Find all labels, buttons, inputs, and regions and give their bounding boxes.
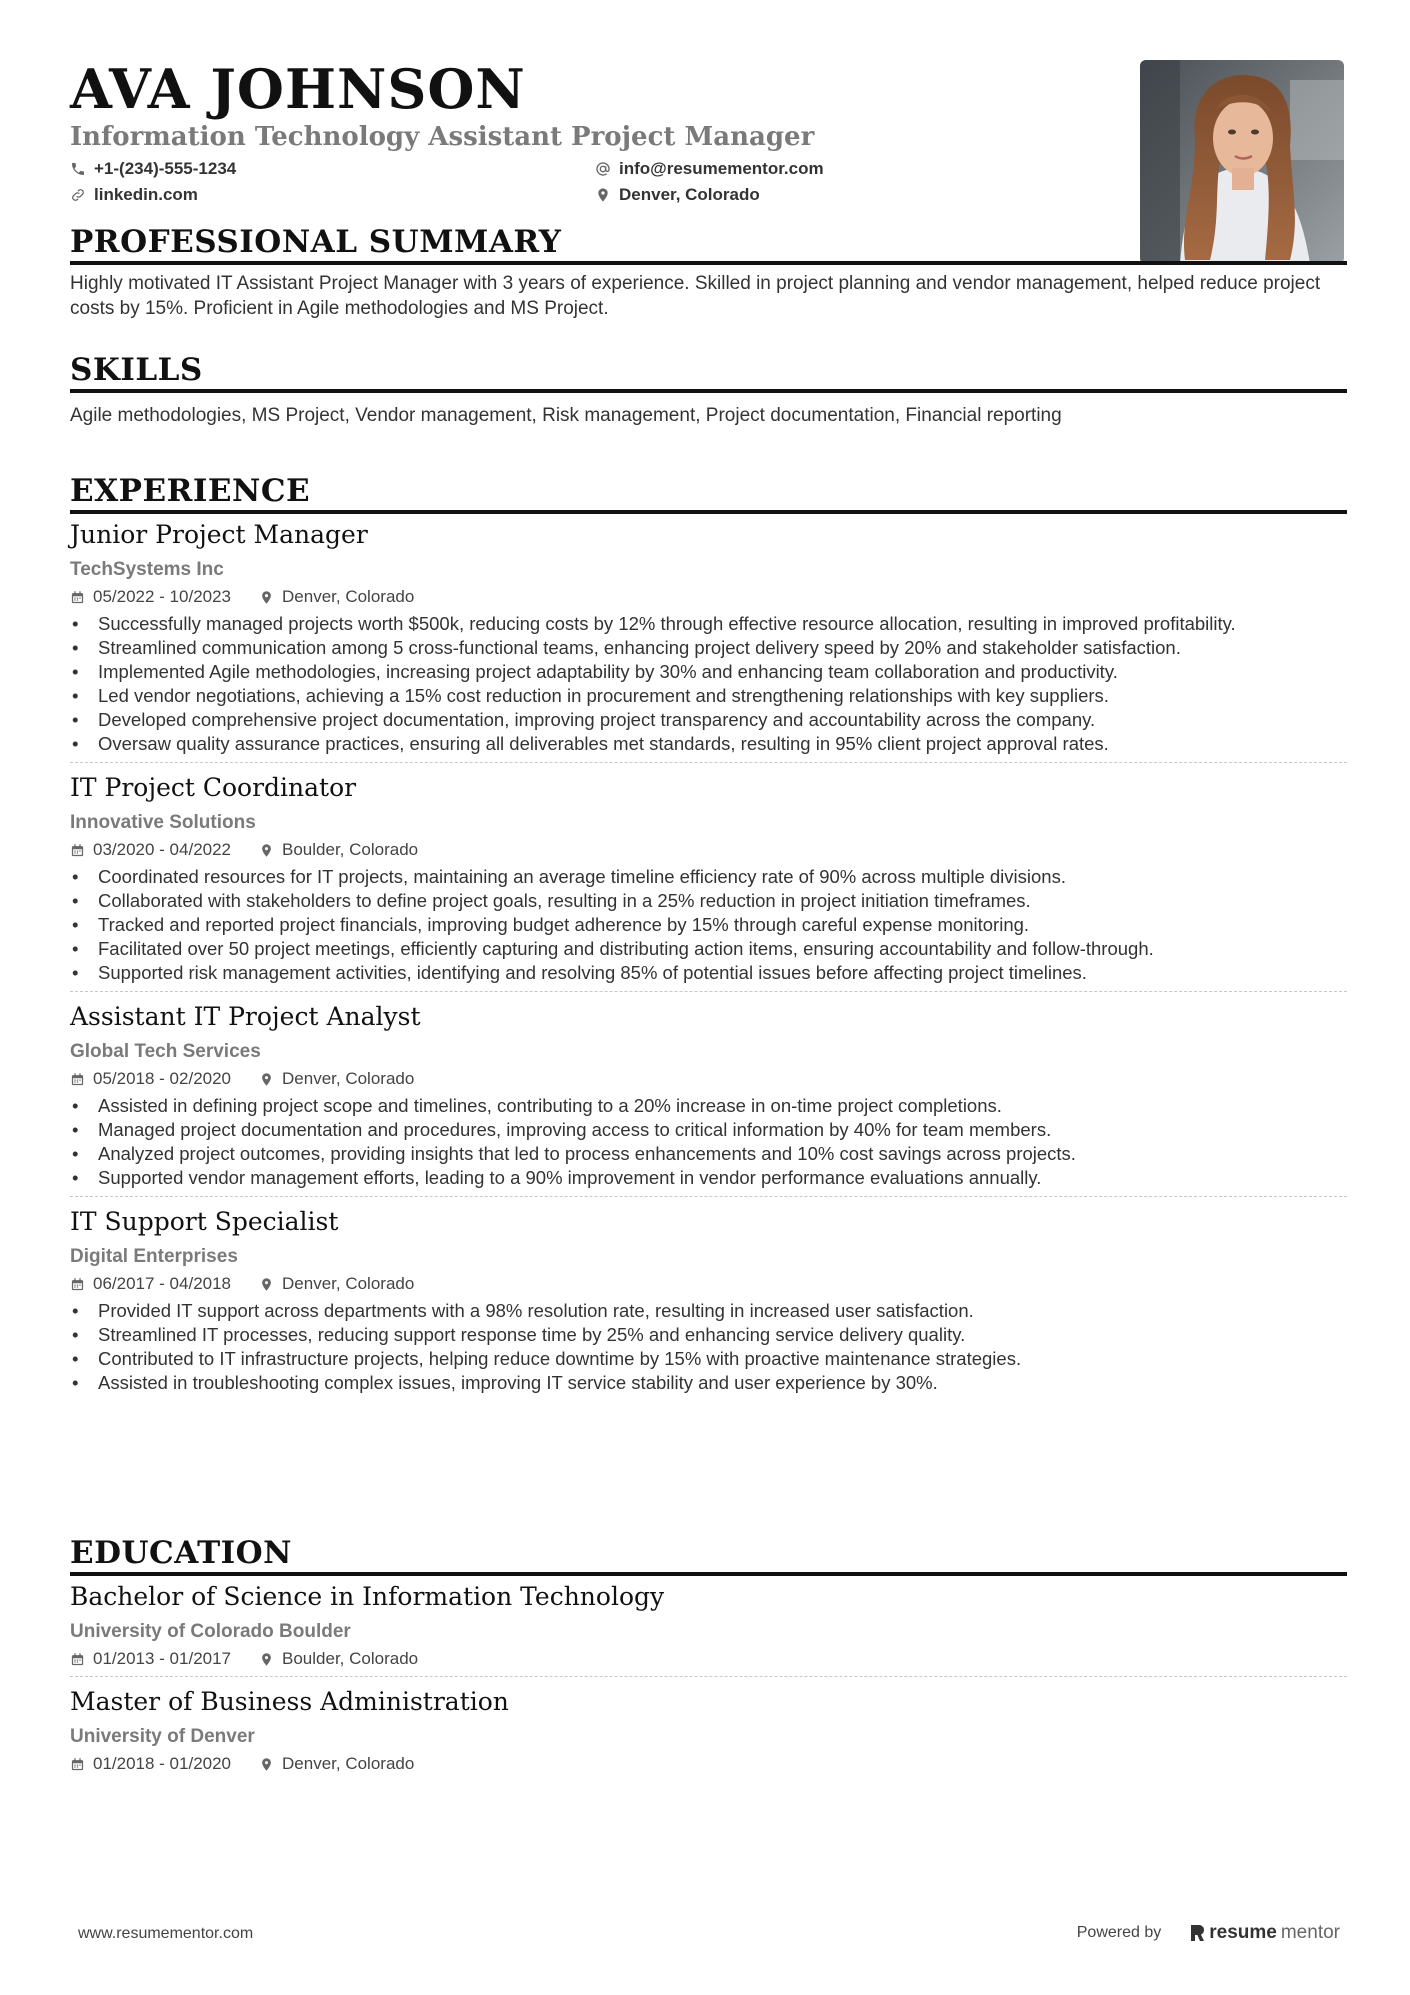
skills-text: Agile methodologies, MS Project, Vendor management, Risk management, Project documentation, Financial reporting: [70, 405, 1062, 426]
job-dates: 03/2020 - 04/2022: [93, 840, 232, 859]
company-name: Global Tech Services: [70, 1041, 261, 1062]
map-pin-icon: [595, 187, 611, 203]
contact-email[interactable]: [595, 158, 995, 180]
job-location: Denver, Colorado: [282, 1069, 415, 1088]
brand-name-light: mentor: [1280, 1922, 1340, 1943]
job-entry: [70, 771, 1347, 992]
job-title: Junior Project Manager: [70, 520, 368, 549]
calendar-icon: [70, 1277, 85, 1292]
powered-by-label: Powered by: [1076, 1924, 1162, 1941]
calendar-icon: [70, 1652, 85, 1667]
bullet-item: • Assisted in defining project scope and timelines, contributing to a 20% increase in on-time project completions.: [70, 1094, 1347, 1118]
footer-website-link[interactable]: www.resumementor.com: [78, 1925, 254, 1942]
bullet-item: • Developed comprehensive project documentation, improving project transparency and accountability across the company.: [70, 708, 1347, 732]
job-dates: 06/2017 - 04/2018: [93, 1274, 232, 1293]
calendar-icon: [70, 1757, 85, 1772]
summary-section: [70, 225, 1347, 321]
education-section: [70, 1536, 1347, 1789]
experience-heading: EXPERIENCE: [70, 474, 1347, 514]
summary-heading: PROFESSIONAL SUMMARY: [70, 225, 1347, 265]
skills-section: [70, 353, 1347, 428]
job-dates: 05/2018 - 02/2020: [93, 1069, 232, 1088]
resumementor-logo[interactable]: [1189, 1922, 1340, 1944]
bullet-item: • Contributed to IT infrastructure projects, helping reduce downtime by 15% with proactive maintenance strategies.: [70, 1347, 1347, 1371]
summary-text: Highly motivated IT Assistant Project Manager with 3 years of experience. Skilled in project planning and vendor management, helped reduce project costs by 15%. Proficient in Agile methodologies and MS Project.: [70, 273, 1321, 319]
phone-icon: [70, 161, 86, 177]
bullet-item: • Supported risk management activities, identifying and resolving 85% of potential issues before affecting project timelines.: [70, 961, 1347, 985]
bullet-item: • Collaborated with stakeholders to define project goals, resulting in a 25% reduction in project initiation timeframes.: [70, 889, 1347, 913]
job-location: Boulder, Colorado: [282, 840, 419, 859]
job-bullets: [70, 865, 1347, 985]
job-meta: [70, 1068, 1347, 1090]
map-pin-icon: [259, 1277, 274, 1292]
school-name: University of Colorado Boulder: [70, 1621, 351, 1642]
footer-branding: [1077, 1922, 1340, 1944]
education-dates: 01/2018 - 01/2020: [93, 1754, 232, 1773]
at-icon: [595, 161, 611, 177]
education-dates: 01/2013 - 01/2017: [93, 1649, 232, 1668]
contact-linkedin[interactable]: [70, 184, 595, 206]
education-heading: EDUCATION: [70, 1536, 1347, 1576]
map-pin-icon: [259, 1072, 274, 1087]
bullet-item: • Supported vendor management efforts, leading to a 90% improvement in vendor performance evaluations annually.: [70, 1166, 1347, 1190]
job-list: [70, 518, 1347, 1401]
bullet-item: • Analyzed project outcomes, providing insights that led to process enhancements and 10% cost savings across projects.: [70, 1142, 1347, 1166]
bullet-item: • Tracked and reported project financials, improving budget adherence by 15% through careful expense monitoring.: [70, 913, 1347, 937]
job-bullets: [70, 612, 1347, 756]
phone-text: +1-(234)-555-1234: [94, 159, 237, 178]
page-footer: [78, 1922, 1340, 1943]
brand-mark-icon: [1189, 1924, 1205, 1942]
degree-title: Bachelor of Science in Information Technology: [70, 1582, 665, 1611]
degree-title: Master of Business Administration: [70, 1687, 509, 1716]
bullet-item: • Implemented Agile methodologies, increasing project adaptability by 30% and enhancing team collaboration and productivity.: [70, 660, 1347, 684]
candidate-name: AVA JOHNSON: [70, 57, 526, 121]
job-meta: [70, 586, 1347, 608]
job-title: Assistant IT Project Analyst: [70, 1002, 421, 1031]
candidate-role: Information Technology Assistant Project Manager: [70, 122, 815, 152]
calendar-icon: [70, 843, 85, 858]
education-location: Denver, Colorado: [282, 1754, 415, 1773]
job-location: Denver, Colorado: [282, 1274, 415, 1293]
map-pin-icon: [259, 1757, 274, 1772]
location-text: Denver, Colorado: [619, 185, 760, 204]
job-title: IT Project Coordinator: [70, 773, 357, 802]
bullet-item: • Streamlined IT processes, reducing support response time by 25% and enhancing service delivery quality.: [70, 1323, 1347, 1347]
skills-heading: SKILLS: [70, 353, 1347, 393]
contact-location: [595, 184, 995, 206]
bullet-item: • Oversaw quality assurance practices, ensuring all deliverables met standards, resulting in 95% client project approval rates.: [70, 732, 1347, 756]
calendar-icon: [70, 590, 85, 605]
company-name: Digital Enterprises: [70, 1246, 238, 1267]
link-icon: [70, 187, 86, 203]
bullet-item: • Provided IT support across departments with a 98% resolution rate, resulting in increased user satisfaction.: [70, 1299, 1347, 1323]
job-location: Denver, Colorado: [282, 587, 415, 606]
company-name: Innovative Solutions: [70, 812, 256, 833]
bullet-item: • Facilitated over 50 project meetings, efficiently capturing and distributing action items, ensuring accountability and follow-through.: [70, 937, 1347, 961]
linkedin-text: linkedin.com: [94, 185, 198, 204]
bullet-item: • Streamlined communication among 5 cross-functional teams, enhancing project delivery speed by 20% and stakeholder satisfaction.: [70, 636, 1347, 660]
education-meta: [70, 1753, 1347, 1775]
school-name: University of Denver: [70, 1726, 255, 1747]
bullet-item: • Managed project documentation and procedures, improving access to critical information by 40% for team members.: [70, 1118, 1347, 1142]
email-text: info@resumementor.com: [619, 159, 824, 178]
brand-name-bold: resume: [1209, 1922, 1277, 1943]
bullet-item: • Led vendor negotiations, achieving a 15% cost reduction in procurement and strengthening relationships with key suppliers.: [70, 684, 1347, 708]
job-meta: [70, 1273, 1347, 1295]
job-entry: [70, 518, 1347, 763]
job-bullets: [70, 1299, 1347, 1395]
job-bullets: [70, 1094, 1347, 1190]
company-name: TechSystems Inc: [70, 559, 224, 580]
education-meta: [70, 1648, 1347, 1670]
job-entry: [70, 1205, 1347, 1401]
contact-phone: [70, 158, 595, 180]
education-location: Boulder, Colorado: [282, 1649, 419, 1668]
map-pin-icon: [259, 843, 274, 858]
map-pin-icon: [259, 590, 274, 605]
calendar-icon: [70, 1072, 85, 1087]
bullet-item: • Successfully managed projects worth $500k, reducing costs by 12% through effective resource allocation, resulting in improved profitability.: [70, 612, 1347, 636]
bullet-item: • Coordinated resources for IT projects, maintaining an average timeline efficiency rate of 90% across multiple divisions.: [70, 865, 1347, 889]
education-entry: [70, 1685, 1347, 1781]
bullet-item: • Assisted in troubleshooting complex issues, improving IT service stability and user experience by 30%.: [70, 1371, 1347, 1395]
job-dates: 05/2022 - 10/2023: [93, 587, 232, 606]
map-pin-icon: [259, 1652, 274, 1667]
job-meta: [70, 839, 1347, 861]
experience-section: [70, 474, 1347, 1409]
resume-page: [70, 57, 1347, 1773]
job-entry: [70, 1000, 1347, 1197]
education-entry: [70, 1580, 1347, 1677]
job-title: IT Support Specialist: [70, 1207, 339, 1236]
